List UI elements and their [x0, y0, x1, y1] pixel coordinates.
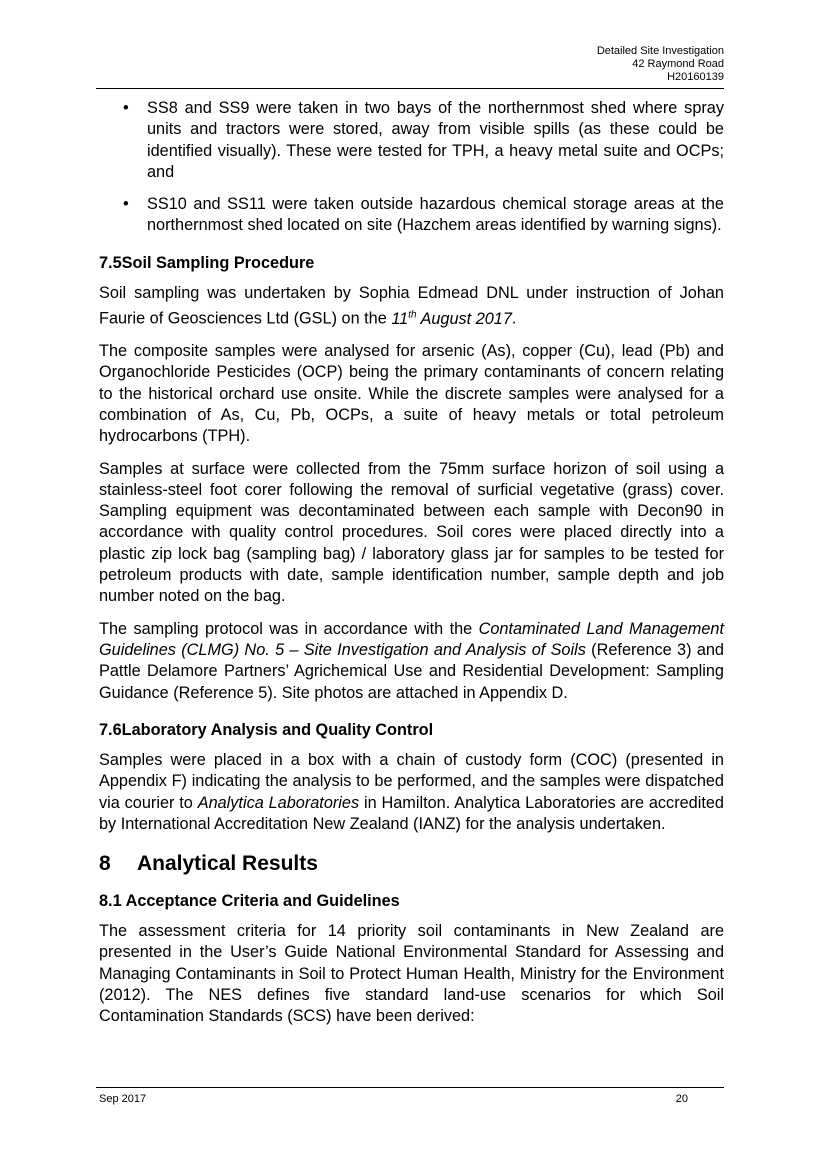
text-run: in Hamilton. Analytica Laboratories are accredited by International Accreditation New Zealand (IANZ) for the analysis undertaken.: [99, 793, 724, 834]
section-heading-8-1: [99, 891, 724, 912]
section-heading-7-6: [99, 720, 724, 741]
paragraph: The assessment criteria for 14 priority soil contaminants in New Zealand are presented in the User’s Guide National Environmental Standard for Assessing and Managing Contaminants in Soil to Protect Human Health, Ministry for the Environment (2012). The NES defines five standard land-use scenarios for which Soil Contamination Standards (SCS) have been derived:: [99, 921, 724, 1026]
running-header: [597, 45, 724, 84]
text-run: th: [408, 309, 417, 321]
section-number: 7.5: [99, 253, 122, 272]
paragraph: Samples at surface were collected from the 75mm surface horizon of soil using a stainless-steel foot corer following the removal of surficial vegetative (grass) cover. Sampling equipment was decontaminated between each sample with Decon90 in accordance with quality control procedures. Soil cores were placed directly into a plastic zip lock bag (sampling bag) / laboratory glass jar for samples to be tested for petroleum products with date, sample identification number, sample depth and job number noted on the bag.: [99, 459, 724, 606]
page-number: 20: [675, 1093, 688, 1105]
lab-name: Analytica Laboratories: [197, 793, 360, 812]
section-number: 8: [99, 852, 111, 876]
text-run: 11: [391, 309, 409, 328]
text-run: .: [511, 309, 517, 328]
bullet-icon: •: [123, 99, 129, 117]
list-item: [99, 98, 724, 183]
paragraph: [99, 750, 724, 835]
text-run: The sampling protocol was in accordance with the: [99, 619, 479, 638]
paragraph: The composite samples were analysed for arsenic (As), copper (Cu), lead (Pb) and Organochloride Pesticides (OCP) being the primary contaminants of concern relating to the historical orchard use onsite. While the discrete samples were analysed for a combination of As, Cu, Pb, OCPs, a suite of heavy metals or total petroleum hydrocarbons (TPH).: [99, 342, 724, 446]
bullet-icon: •: [123, 195, 129, 214]
paragraph: [99, 283, 724, 330]
paragraph: [99, 619, 724, 704]
reference-title: Contaminated Land Management Guidelines (CLMG) No. 5 – Site Investigation and Analysis of Soils: [99, 619, 724, 659]
bullet-list: [99, 98, 724, 237]
bullet-text: SS10 and SS11 were taken outside hazardous chemical storage areas at the northernmost shed located on site (Hazchem areas identified by warning signs).: [147, 195, 724, 235]
header-project-number: H20160139: [667, 71, 724, 83]
header-address: 42 Raymond Road: [632, 58, 724, 70]
section-title: Laboratory Analysis and Quality Control: [121, 720, 434, 739]
section-heading-8: [99, 853, 724, 874]
text-run: Samples were placed in a box with a chain of custody form (COC) (presented in Appendix F) indicating the analysis to be performed, and the samples were dispatched via courier to: [99, 751, 724, 812]
list-item: [99, 194, 724, 237]
footer-divider: [96, 1087, 724, 1088]
header-divider: [96, 88, 724, 89]
section-title: Analytical Results: [137, 852, 318, 876]
section-number: 7.6: [99, 720, 122, 739]
text-run: (Reference 3) and Pattle Delamore Partners’ Agrichemical Use and Residential Development: Sampling Guidance (Reference 5). Site photos are attached in Appendix D.: [99, 640, 724, 702]
footer-date: Sep 2017: [99, 1093, 147, 1105]
text-run: Soil sampling was undertaken by Sophia Edmead DNL under instruction of Johan Faurie of Geosciences Ltd (GSL) on the: [99, 284, 724, 328]
page-content: [99, 98, 724, 1038]
section-title: Soil Sampling Procedure: [121, 253, 315, 272]
bullet-text: SS8 and SS9 were taken in two bays of the northernmost shed where spray units and tractors were stored, away from visible spills (as these could be identified visually). These were tested for TPH, a heavy metal suite and OCPs; and: [147, 99, 724, 181]
text-run: August 2017: [416, 309, 512, 328]
section-number: 8.1: [99, 891, 122, 910]
section-heading-7-5: [99, 253, 724, 274]
header-title: Detailed Site Investigation: [596, 45, 724, 57]
section-title: Acceptance Criteria and Guidelines: [125, 891, 400, 910]
